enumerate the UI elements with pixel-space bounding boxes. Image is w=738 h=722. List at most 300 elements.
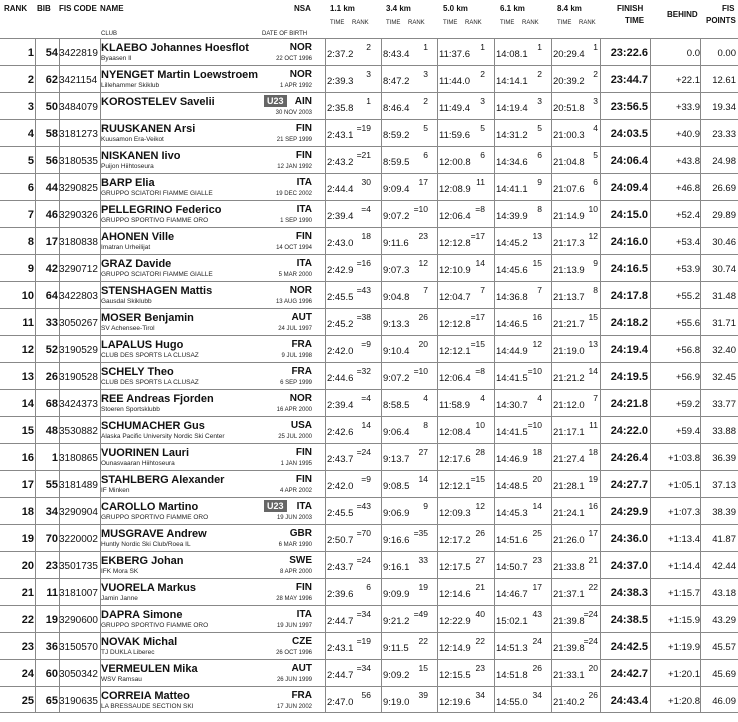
table-row <box>0 578 738 605</box>
column-divider <box>650 525 651 551</box>
split-time: 2:47.0 <box>327 697 354 708</box>
bib-cell: 60 <box>45 668 58 680</box>
split-rank: 5 <box>593 150 598 160</box>
bib-cell: 11 <box>46 587 58 599</box>
column-divider <box>551 552 552 578</box>
column-divider <box>325 417 326 443</box>
finish-time: 24:21.8 <box>610 398 648 410</box>
split-rank: =24 <box>356 447 371 457</box>
club-name: Alaska Pacific University Nordic Ski Center <box>101 433 225 440</box>
athlete-name: MUSGRAVE Andrew <box>101 528 207 540</box>
split-rank: 14 <box>532 501 542 511</box>
column-divider <box>325 282 326 308</box>
split-rank: =15 <box>470 474 485 484</box>
column-divider <box>700 633 701 659</box>
column-divider <box>494 120 495 146</box>
split-rank: 2 <box>480 69 485 79</box>
column-divider <box>494 147 495 173</box>
split-rank: 24 <box>532 636 542 646</box>
column-divider <box>700 660 701 686</box>
column-divider <box>700 66 701 92</box>
column-divider <box>325 390 326 416</box>
split-rank: 5 <box>537 123 542 133</box>
rank-cell: 17 <box>21 479 34 491</box>
nsa-code: ITA <box>296 177 312 188</box>
club-name: IF Minken <box>101 487 130 494</box>
split-time: 9:16.1 <box>383 562 410 573</box>
split-rank: =4 <box>361 204 371 214</box>
split-time: 21:40.2 <box>553 697 585 708</box>
split-time: 12:15.5 <box>439 670 471 681</box>
split-time: 12:22.9 <box>439 616 471 627</box>
split-rank: =8 <box>475 204 485 214</box>
column-divider <box>650 174 651 200</box>
name-header: NAME <box>100 4 124 13</box>
column-divider <box>650 255 651 281</box>
column-divider <box>494 309 495 335</box>
split-rank: 7 <box>593 393 598 403</box>
split-time: 2:43.2 <box>327 157 354 168</box>
split-rank: =10 <box>527 420 542 430</box>
nsa-code: AUT <box>291 312 312 323</box>
split-rank: =70 <box>356 528 371 538</box>
column-divider <box>381 471 382 497</box>
column-divider <box>551 633 552 659</box>
column-divider <box>325 336 326 362</box>
split-rank: 8 <box>423 420 428 430</box>
column-divider <box>381 633 382 659</box>
table-row <box>0 92 738 119</box>
bib-cell: 52 <box>45 344 58 356</box>
split-time: 21:33.8 <box>553 562 585 573</box>
split-time: 21:26.0 <box>553 535 585 546</box>
split-rank: 25 <box>532 528 542 538</box>
split-time: 2:50.7 <box>327 535 354 546</box>
fis-points: 33.88 <box>712 426 736 437</box>
nsa-code: ITA <box>296 501 312 512</box>
split-rank: 1 <box>423 42 428 52</box>
column-divider <box>700 201 701 227</box>
column-divider <box>700 606 701 632</box>
bib-cell: 44 <box>45 182 58 194</box>
column-divider <box>437 228 438 254</box>
date-of-birth: 12 JAN 1992 <box>277 164 312 170</box>
athlete-name: MOSER Benjamin <box>101 312 194 324</box>
results-header <box>0 0 738 38</box>
split-rank-header-4: RANK <box>522 20 539 26</box>
athlete-name: SCHELY Theo <box>101 366 174 378</box>
split-rank: 12 <box>588 231 598 241</box>
table-row <box>0 281 738 308</box>
rank-header: RANK <box>4 4 28 13</box>
split-time: 14:45.3 <box>496 508 528 519</box>
split-rank: 6 <box>537 150 542 160</box>
finish-time: 24:19.4 <box>610 344 648 356</box>
split-rank-header-5: RANK <box>579 20 596 26</box>
split-header-1: 1.1 km <box>330 4 355 13</box>
date-of-birth: 13 AUG 1996 <box>275 299 312 305</box>
column-divider <box>551 525 552 551</box>
column-divider <box>437 39 438 65</box>
split-time: 21:28.1 <box>553 481 585 492</box>
split-time: 12:17.5 <box>439 562 471 573</box>
athlete-name: NOVAK Michal <box>101 636 178 648</box>
split-time: 9:04.8 <box>383 292 410 303</box>
split-time: 14:45.6 <box>496 265 528 276</box>
split-time: 9:07.2 <box>383 373 410 384</box>
column-divider <box>494 579 495 605</box>
column-divider <box>437 309 438 335</box>
split-rank: 3 <box>593 96 598 106</box>
date-of-birth: 26 OCT 1996 <box>276 650 312 656</box>
split-rank: 4 <box>593 123 598 133</box>
split-rank: =34 <box>356 663 371 673</box>
date-of-birth: 19 JUN 2003 <box>276 515 312 521</box>
split-rank: 34 <box>475 690 485 700</box>
column-divider <box>700 444 701 470</box>
fis-points: 12.61 <box>712 75 736 86</box>
date-of-birth: 6 MAR 1990 <box>278 542 312 548</box>
column-divider <box>381 444 382 470</box>
split-rank: 15 <box>532 258 542 268</box>
column-divider <box>437 147 438 173</box>
split-rank: =24 <box>356 555 371 565</box>
column-divider <box>437 93 438 119</box>
column-divider <box>381 66 382 92</box>
column-divider <box>437 552 438 578</box>
bib-cell: 26 <box>45 371 58 383</box>
fis-points: 45.57 <box>712 642 736 653</box>
split-rank: 7 <box>423 285 428 295</box>
club-name: IFK Mora SK <box>101 568 139 575</box>
split-rank: 9 <box>537 177 542 187</box>
column-divider <box>437 336 438 362</box>
split-time-header-1: TIME <box>330 20 345 26</box>
split-time: 14:41.5 <box>496 373 528 384</box>
fis-code-cell: 3484079 <box>59 102 98 113</box>
split-time: 8:47.2 <box>383 76 410 87</box>
column-divider <box>381 93 382 119</box>
column-divider <box>494 93 495 119</box>
column-divider <box>437 201 438 227</box>
club-name: Stoeren Sportsklubb <box>101 406 160 413</box>
split-time: 21:07.6 <box>553 184 585 195</box>
split-time: 2:35.8 <box>327 103 354 114</box>
split-time-header-4: TIME <box>500 20 515 26</box>
nsa-code: FIN <box>295 474 312 485</box>
split-rank: 56 <box>361 690 371 700</box>
finish-time: 24:42.7 <box>610 668 648 680</box>
split-rank: 6 <box>423 150 428 160</box>
fis-points: 45.69 <box>712 669 736 680</box>
column-divider <box>650 552 651 578</box>
split-time: 2:45.5 <box>327 292 354 303</box>
time-behind: +22.1 <box>675 75 700 86</box>
split-time: 9:07.3 <box>383 265 410 276</box>
fis-code-cell: 3290712 <box>59 264 98 275</box>
nsa-code: FIN <box>295 231 312 242</box>
fis-header: FIS <box>722 4 735 13</box>
column-divider <box>700 309 701 335</box>
club-name: GRUPPO SCIATORI FIAMME GIALLE <box>101 271 213 278</box>
split-rank: 1 <box>537 42 542 52</box>
split-rank: 6 <box>366 582 371 592</box>
split-time: 2:39.6 <box>327 589 354 600</box>
time-behind: +1:19.9 <box>668 642 700 653</box>
split-rank: =19 <box>356 636 371 646</box>
split-rank: 22 <box>418 636 428 646</box>
column-divider <box>494 282 495 308</box>
split-rank: 3 <box>366 69 371 79</box>
split-time: 11:44.0 <box>439 76 470 87</box>
fis-code-cell: 3180838 <box>59 237 98 248</box>
split-time: 11:49.4 <box>439 103 470 114</box>
bib-cell: 62 <box>45 74 58 86</box>
split-rank: =10 <box>413 204 428 214</box>
nsa-code: USA <box>290 420 312 431</box>
club-name: Huntly Nordic Ski Club/Roea IL <box>101 541 191 548</box>
bib-cell: 50 <box>45 101 58 113</box>
split-rank: 1 <box>480 42 485 52</box>
split-rank: 12 <box>475 501 485 511</box>
column-divider <box>551 201 552 227</box>
split-rank: 39 <box>418 690 428 700</box>
column-divider <box>650 336 651 362</box>
split-rank: 4 <box>423 393 428 403</box>
time-behind: +1:15.7 <box>668 588 700 599</box>
club-name: Imatran Urheilijat <box>101 244 151 251</box>
split-rank: =17 <box>470 231 485 241</box>
column-divider <box>551 309 552 335</box>
split-rank: 18 <box>588 447 598 457</box>
rank-cell: 7 <box>27 209 34 221</box>
split-time: 14:41.5 <box>496 427 528 438</box>
time-behind: +1:14.4 <box>668 561 700 572</box>
column-divider <box>381 660 382 686</box>
fis-points: 36.39 <box>712 453 736 464</box>
column-divider <box>700 228 701 254</box>
time-behind: +1:05.1 <box>668 480 700 491</box>
column-divider <box>437 471 438 497</box>
split-time: 12:06.4 <box>439 373 471 384</box>
column-divider <box>494 633 495 659</box>
split-rank: 26 <box>418 312 428 322</box>
column-divider <box>325 66 326 92</box>
date-of-birth: 8 APR 2000 <box>279 569 312 575</box>
rank-cell: 13 <box>21 371 34 383</box>
split-rank: 23 <box>475 663 485 673</box>
split-time: 9:09.9 <box>383 589 410 600</box>
column-divider <box>437 363 438 389</box>
fis-code-cell: 3190528 <box>59 372 98 383</box>
column-divider <box>551 417 552 443</box>
split-time: 2:39.4 <box>327 211 354 222</box>
split-rank: 15 <box>588 312 598 322</box>
split-time: 12:12.8 <box>439 238 471 249</box>
table-row <box>0 416 738 443</box>
column-divider <box>381 309 382 335</box>
split-rank: 1 <box>593 42 598 52</box>
split-rank: 28 <box>475 447 485 457</box>
column-divider <box>325 201 326 227</box>
athlete-name: LAPALUS Hugo <box>101 339 184 351</box>
fis-code-cell: 3424373 <box>59 399 98 410</box>
fis-code-cell: 3050267 <box>59 318 98 329</box>
date-of-birth: 4 APR 2002 <box>279 488 312 494</box>
athlete-name: PELLEGRINO Federico <box>101 204 222 216</box>
bib-cell: 36 <box>45 641 58 653</box>
column-divider <box>325 498 326 524</box>
split-time: 12:12.1 <box>439 481 471 492</box>
athlete-name: KLAEBO Johannes Hoesflot <box>101 42 249 54</box>
fis-points: 31.71 <box>712 318 736 329</box>
split-time: 9:11.5 <box>383 643 409 654</box>
club-header: CLUB <box>101 31 118 37</box>
bib-cell: 68 <box>45 398 58 410</box>
finish-time: 24:09.4 <box>610 182 648 194</box>
split-rank: 43 <box>532 609 542 619</box>
column-divider <box>494 228 495 254</box>
rank-cell: 8 <box>27 236 34 248</box>
behind-header: BEHIND <box>667 10 698 19</box>
time-behind: +1:20.8 <box>668 696 700 707</box>
points-header: POINTS <box>706 16 736 25</box>
split-rank: 34 <box>532 690 542 700</box>
table-row <box>0 200 738 227</box>
finish-time: 23:22.6 <box>610 47 648 59</box>
fis-code-cell: 3422819 <box>59 48 98 59</box>
split-time: 21:19.0 <box>553 346 585 357</box>
column-divider <box>437 498 438 524</box>
split-rank: 17 <box>418 177 428 187</box>
split-rank: 10 <box>475 420 485 430</box>
column-divider <box>494 498 495 524</box>
date-of-birth: 30 NOV 2003 <box>275 110 312 116</box>
date-of-birth: 1 SEP 1990 <box>280 218 312 224</box>
date-of-birth: 21 SEP 1999 <box>276 137 312 143</box>
column-divider <box>437 687 438 713</box>
fis-code-cell: 3501735 <box>59 561 98 572</box>
split-time: 2:44.7 <box>327 670 354 681</box>
split-rank: 18 <box>532 447 542 457</box>
split-time: 9:07.2 <box>383 211 410 222</box>
nsa-code: ITA <box>296 204 312 215</box>
nsa-code: ITA <box>296 609 312 620</box>
split-rank: 13 <box>588 339 598 349</box>
split-rank: 10 <box>588 204 598 214</box>
split-time: 2:43.0 <box>327 238 354 249</box>
split-time: 2:43.1 <box>327 130 354 141</box>
column-divider <box>437 579 438 605</box>
split-time: 2:39.4 <box>327 400 354 411</box>
split-rank: 19 <box>418 582 428 592</box>
finish-time: 24:27.7 <box>610 479 648 491</box>
nsa-code: AUT <box>291 663 312 674</box>
split-time: 9:06.9 <box>383 508 410 519</box>
split-rank: 22 <box>475 636 485 646</box>
column-divider <box>551 687 552 713</box>
column-divider <box>700 255 701 281</box>
split-time: 2:45.2 <box>327 319 354 330</box>
athlete-name: NISKANEN Iivo <box>101 150 181 162</box>
split-time: 12:12.8 <box>439 319 471 330</box>
split-rank: =43 <box>356 285 371 295</box>
split-rank: 26 <box>475 528 485 538</box>
fis-code-cell: 3190635 <box>59 696 98 707</box>
column-divider <box>325 255 326 281</box>
fis-code-cell: 3181489 <box>59 480 98 491</box>
fis-points: 37.13 <box>712 480 736 491</box>
split-time: 12:19.6 <box>439 697 471 708</box>
nsa-code: ITA <box>296 258 312 269</box>
rank-cell: 15 <box>21 425 34 437</box>
date-of-birth: 16 APR 2000 <box>276 407 312 413</box>
column-divider <box>650 201 651 227</box>
split-time: 2:44.4 <box>327 184 354 195</box>
split-time: 2:44.7 <box>327 616 354 627</box>
finish-time: 24:38.5 <box>610 614 648 626</box>
club-name: GRUPPO SCIATORI FIAMME GIALLE <box>101 190 213 197</box>
time-behind: +53.4 <box>675 237 700 248</box>
split-rank: =17 <box>470 312 485 322</box>
column-divider <box>381 363 382 389</box>
nsa-code: FRA <box>291 366 312 377</box>
fis-code-cell: 3220002 <box>59 534 98 545</box>
date-of-birth: 1 JAN 1995 <box>280 461 312 467</box>
split-time: 12:06.4 <box>439 211 471 222</box>
column-divider <box>325 525 326 551</box>
split-time: 21:37.1 <box>553 589 585 600</box>
split-rank: 3 <box>537 96 542 106</box>
column-divider <box>650 93 651 119</box>
rank-cell: 3 <box>27 101 34 113</box>
split-time: 12:04.7 <box>439 292 471 303</box>
date-of-birth: 5 MAR 2000 <box>278 272 312 278</box>
column-divider <box>437 390 438 416</box>
column-divider <box>650 498 651 524</box>
column-divider <box>551 120 552 146</box>
nsa-code: FRA <box>291 690 312 701</box>
column-divider <box>325 579 326 605</box>
column-divider <box>700 390 701 416</box>
table-row <box>0 335 738 362</box>
split-header-5: 8.4 km <box>557 4 582 13</box>
split-rank: 11 <box>476 177 485 187</box>
athlete-name: VERMEULEN Mika <box>101 663 198 675</box>
split-time: 12:17.2 <box>439 535 471 546</box>
table-row <box>0 227 738 254</box>
split-time: 14:48.5 <box>496 481 528 492</box>
split-time: 14:44.9 <box>496 346 528 357</box>
club-name: GRUPPO SPORTIVO FIAMME ORO <box>101 622 209 629</box>
split-rank: =24 <box>583 609 598 619</box>
column-divider <box>551 336 552 362</box>
split-time: 12:09.3 <box>439 508 471 519</box>
date-of-birth: 22 OCT 1996 <box>276 56 312 62</box>
time-behind: +1:15.9 <box>668 615 700 626</box>
column-divider <box>381 552 382 578</box>
split-rank: 6 <box>593 177 598 187</box>
rank-cell: 20 <box>21 560 34 572</box>
date-of-birth: 6 SEP 1999 <box>280 380 312 386</box>
table-row <box>0 686 738 713</box>
column-divider <box>551 93 552 119</box>
club-name: CLUB DES SPORTS LA CLUSAZ <box>101 379 199 386</box>
split-time: 20:51.8 <box>553 103 585 114</box>
column-divider <box>381 579 382 605</box>
column-divider <box>700 174 701 200</box>
fis-code-cell: 3290825 <box>59 183 98 194</box>
